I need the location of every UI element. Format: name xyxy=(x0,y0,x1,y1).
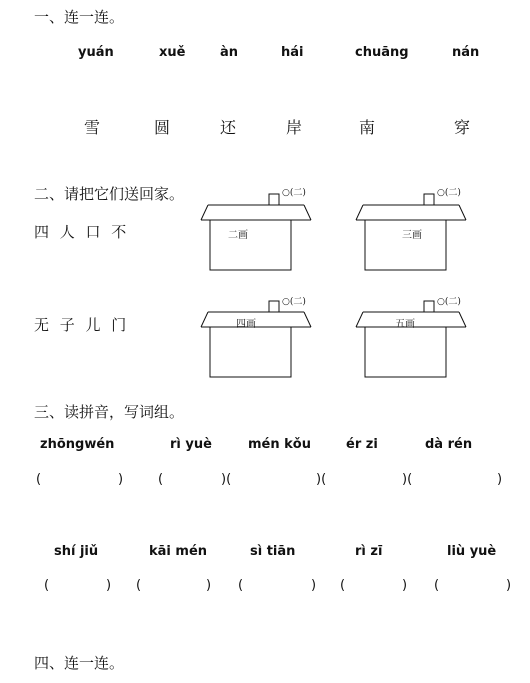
pinyin-chuang: chuāng xyxy=(355,45,409,60)
answer-paren: )( xyxy=(316,472,327,487)
answer-paren: ( xyxy=(44,578,50,593)
answer-paren: ( xyxy=(238,578,244,593)
pinyin-daren: dà rén xyxy=(425,437,473,452)
section1-title: 一、连一连。 xyxy=(34,8,125,26)
pinyin-shijiu: shí jiǔ xyxy=(54,544,99,559)
answer-paren: ( xyxy=(36,472,42,487)
pinyin-kaimen: kāi mén xyxy=(149,544,208,559)
pinyin-sitian: sì tiān xyxy=(250,544,296,559)
answer-paren: ( xyxy=(340,578,346,593)
answer-paren: ) xyxy=(106,578,112,593)
hanzi-an: 岸 xyxy=(286,118,303,137)
pinyin-hai: hái xyxy=(281,45,304,60)
pinyin-xue: xuě xyxy=(159,45,186,60)
house-drawing xyxy=(200,294,312,384)
section3-title: 三、读拼音，写词组。 xyxy=(34,403,185,421)
hanzi-nan: 南 xyxy=(359,118,376,137)
section4-title: 四、连一连。 xyxy=(34,654,125,672)
pinyin-yuan: yuán xyxy=(78,45,114,60)
answer-paren: ( xyxy=(434,578,440,593)
pinyin-an: àn xyxy=(220,45,239,60)
chimney-smoke: ○(二) xyxy=(437,297,461,307)
hanzi-hai: 还 xyxy=(220,118,237,137)
house-label: 二画 xyxy=(228,230,248,241)
hanzi-yuan: 圆 xyxy=(154,118,171,137)
answer-paren: ) xyxy=(206,578,212,593)
pinyin-rizi: rì zī xyxy=(355,544,383,559)
answer-paren: )( xyxy=(402,472,413,487)
answer-paren: ) xyxy=(497,472,503,487)
answer-paren: ( xyxy=(136,578,142,593)
pinyin-liuyue: liù yuè xyxy=(447,544,497,559)
chimney-smoke: ○(二) xyxy=(437,188,461,198)
answer-paren: )( xyxy=(221,472,232,487)
pinyin-menkou: mén kǒu xyxy=(248,437,311,452)
stroke-chars-row2: 无 子 儿 门 xyxy=(34,316,127,334)
hanzi-xue: 雪 xyxy=(84,118,101,137)
pinyin-erzi: ér zi xyxy=(346,437,378,452)
answer-paren: ) xyxy=(311,578,317,593)
answer-paren: ( xyxy=(158,472,164,487)
pinyin-zhongwen: zhōngwén xyxy=(40,437,115,452)
house-label: 四画 xyxy=(236,319,256,330)
answer-paren: ) xyxy=(118,472,124,487)
house-label: 五画 xyxy=(395,319,415,330)
stroke-chars-row1: 四 人 口 不 xyxy=(34,223,127,241)
chimney-smoke: ○(二) xyxy=(282,188,306,198)
pinyin-nan: nán xyxy=(452,45,480,60)
answer-paren: ) xyxy=(506,578,512,593)
answer-paren: ) xyxy=(402,578,408,593)
house-label: 三画 xyxy=(402,230,422,241)
house-drawing xyxy=(355,294,467,384)
section2-title: 二、请把它们送回家。 xyxy=(34,185,185,203)
hanzi-chuan: 穿 xyxy=(454,118,471,137)
pinyin-riyue: rì yuè xyxy=(170,437,212,452)
chimney-smoke: ○(二) xyxy=(282,297,306,307)
